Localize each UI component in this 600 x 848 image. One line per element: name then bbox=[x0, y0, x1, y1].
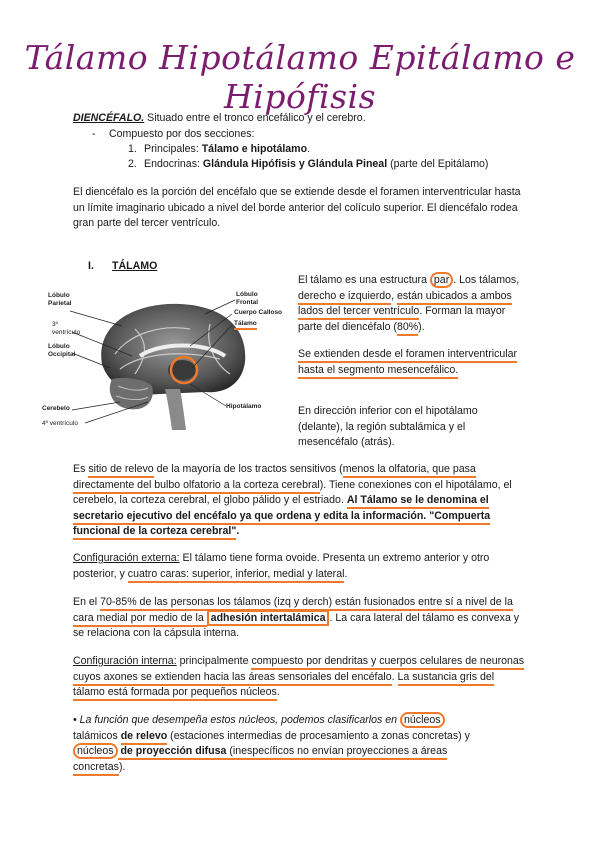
label-hipotalamo: Hipotálamo bbox=[226, 403, 262, 410]
page-title: Tálamo Hipotálamo Epitálamo e Hipófisis bbox=[24, 38, 576, 116]
ubicados-ambos-lados: están ubicados a ambos lados del tercer ventrículo bbox=[298, 290, 512, 321]
intro-heading-line bbox=[73, 111, 543, 127]
section-title: TÁLAMO bbox=[112, 260, 158, 272]
intro-bullet-text: Compuesto por dos secciones: bbox=[109, 128, 255, 140]
label-lobulo-occipital: Lóbulo Occipital bbox=[48, 343, 76, 358]
diencefalo-heading-rest: Situado entre el tronco encefálico y el cerebro. bbox=[144, 112, 366, 124]
configuracion-interna bbox=[73, 654, 525, 701]
adhesion-intertalamica: adhesión intertalámica bbox=[207, 610, 330, 626]
interna-label: Configuración interna: bbox=[73, 655, 177, 667]
talamo-relations: En dirección inferior con el hipotálamo (delante), la región subtalámica y el mesencéfalo (atrás). bbox=[298, 405, 478, 449]
intro-item-2: 2. Endocrinas: Glándula Hipófisis y Glándula Pineal (parte del Epitálamo) bbox=[128, 158, 489, 170]
item2-label: Endocrinas: bbox=[144, 158, 203, 170]
label-tercer-ventriculo: 3º ventrículo bbox=[52, 321, 81, 336]
p1c: . Los tálamos, bbox=[453, 274, 520, 286]
inespecificos: (inespecíficos no envían proyecciones a áreas concretas bbox=[73, 745, 447, 776]
label-talamo-text: Tálamo bbox=[234, 320, 257, 330]
section-number: I. bbox=[88, 260, 94, 272]
p1a: El tálamo es una estructura bbox=[298, 274, 430, 286]
section-heading bbox=[88, 259, 288, 275]
externa-c: . bbox=[344, 567, 348, 580]
intro-paragraph: El diencéfalo es la porción del encéfalo que se extiende desde el foramen interventricular hasta un límite imaginario ubicado a nivel del borde anterior del colículo superior. El diencéfalo rodea gran parte del tercer ventrículo. bbox=[73, 186, 521, 230]
menos-olfatoria: menos la olfatoria, que pasa directamente del bulbo olfatorio a la corteza cerebral bbox=[73, 463, 476, 494]
foramen-extension: Se extienden desde el foramen interventricular hasta el segmento mesencefálico. bbox=[298, 348, 517, 379]
label-lobulo-parietal: Lóbulo Parietal bbox=[48, 292, 72, 307]
diencefalo-heading: DIENCÉFALO. bbox=[73, 112, 145, 124]
p1g: . Forman la mayor parte del diencéfalo ( bbox=[298, 305, 506, 333]
item2-bold: Glándula Hipófisis y Glándula Pineal bbox=[202, 158, 388, 170]
item1-bold: Tálamo e hipotálamo bbox=[201, 143, 308, 155]
par-circled: par bbox=[430, 272, 453, 288]
talamo-description bbox=[298, 273, 530, 335]
label-talamo bbox=[234, 320, 284, 328]
funcion-c: talámicos bbox=[73, 729, 121, 742]
relevo-e: ). Tiene conexiones con el hipotálamo, el cerebelo, la corteza cerebral, el globo pálido y el estriado. bbox=[73, 478, 512, 507]
label-lobulo-frontal: Lóbulo Frontal bbox=[236, 291, 259, 306]
dendritas-cuerpos: compuesto por dendritas y cuerpos celulares de neuronas cuyos axones se extienden hacia las áreas sensoriales del encéfalo bbox=[73, 655, 524, 686]
sitio-relevo: sitio de relevo bbox=[88, 463, 153, 478]
interna-a: principalmente bbox=[176, 655, 252, 667]
intro-item-1: 1. Principales: Tálamo e hipotálamo. bbox=[128, 143, 311, 155]
nucleos-circled-1: núcleos bbox=[400, 712, 445, 728]
relevo-a: Es bbox=[73, 463, 89, 475]
funcion-paragraph bbox=[73, 713, 473, 775]
secretario-ejecutivo: Al Tálamo se le denomina el secretario ejecutivo del encéfalo ya que ordena y edita la información. "Compuerta funcional de la corteza cerebral" bbox=[73, 494, 490, 540]
label-cerebelo: Cerebelo bbox=[42, 405, 70, 412]
relevo-g: . bbox=[236, 525, 240, 538]
externa-a: El tálamo tiene forma ovoide. Presenta un extremo anterior y otro posterior, y bbox=[73, 552, 490, 580]
porcentaje-fusionados: 70-85% de las personas los tálamos (izq y derch) están fusionados entre sí a nivel de la cara medial por medio de la bbox=[73, 596, 513, 627]
relevo-c: de la mayoría de los tractos sensitivos ( bbox=[153, 463, 343, 475]
cuatro-caras: cuatro caras: superior, inferior, medial y lateral bbox=[128, 568, 345, 583]
item2-rest: (parte del Epitálamo) bbox=[387, 158, 489, 170]
interna-e: . bbox=[276, 686, 280, 699]
brain-diagram bbox=[40, 284, 290, 432]
adhesion-paragraph bbox=[73, 595, 525, 642]
nucleos-circled-2: núcleos bbox=[73, 743, 118, 759]
item1-label: Principales: bbox=[144, 143, 202, 155]
funcion-e: (estaciones intermedias de procesamiento a zonas concretas) y bbox=[167, 729, 470, 742]
interna-c: . bbox=[391, 670, 398, 683]
configuracion-externa bbox=[73, 551, 525, 582]
externa-label: Configuración externa: bbox=[73, 552, 180, 564]
intro-bullet: - Compuesto por dos secciones: bbox=[92, 128, 255, 140]
porcentaje-80: 80% bbox=[397, 321, 418, 336]
funcion-a: • La función que desempeña estos núcleos, podemos clasificarlos en bbox=[73, 714, 401, 726]
derecho-izquierdo: derecho e izquierdo bbox=[298, 290, 391, 305]
adhesion-a: En el bbox=[73, 596, 101, 608]
p1i: ). bbox=[418, 320, 425, 333]
proyeccion-difusa: de proyección difusa bbox=[118, 745, 227, 760]
relevo-paragraph bbox=[73, 462, 525, 540]
label-cuerpo-calloso: Cuerpo Calloso bbox=[234, 309, 283, 316]
de-relevo: de relevo bbox=[121, 730, 168, 745]
p1e: , bbox=[391, 289, 397, 302]
funcion-i: ). bbox=[118, 760, 126, 773]
label-cuarto-ventriculo: 4º ventrículo bbox=[42, 420, 78, 427]
adhesion-d: . La cara lateral del tálamo es convexa y se relaciona con la cápsula interna. bbox=[73, 611, 520, 640]
talamo-extension bbox=[298, 347, 530, 378]
sustancia-gris: La sustancia gris del tálamo está formada por pequeños núcleos bbox=[73, 671, 494, 702]
